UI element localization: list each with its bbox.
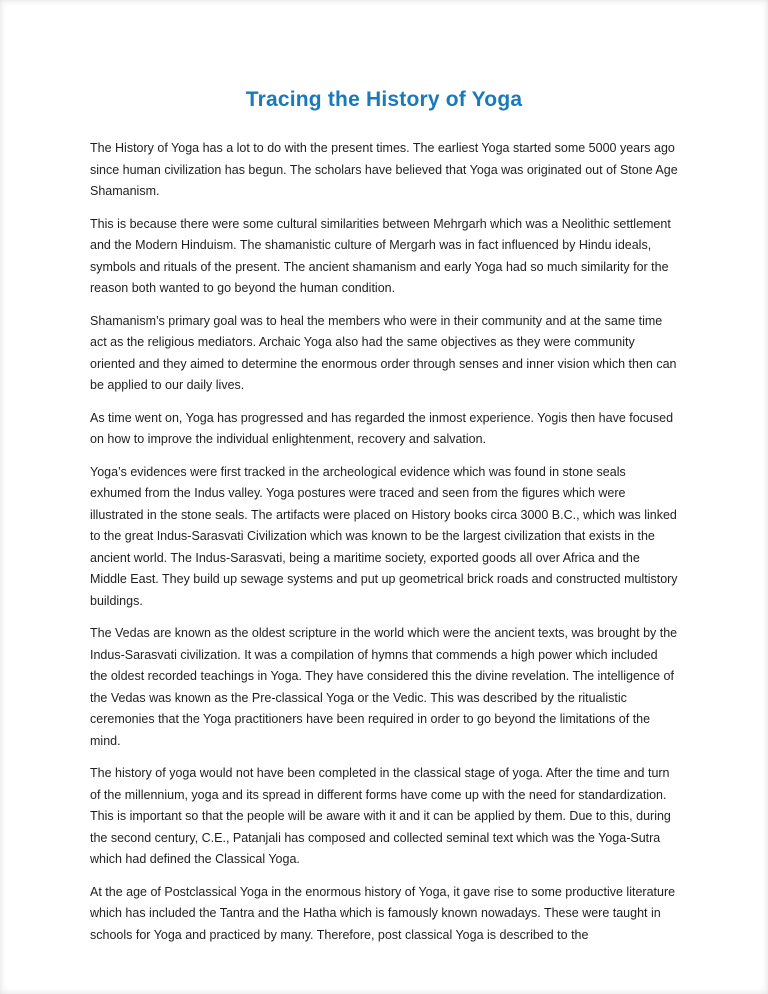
paragraph: The History of Yoga has a lot to do with the present times. The earliest Yoga started some 5000 years ago since human civilization has begun. The scholars have believed that Yoga was originated out of Stone Age Shamanism. [90,141,678,198]
paragraph: At the age of Postclassical Yoga in the enormous history of Yoga, it gave rise to some productive literature which has included the Tantra and the Hatha which is famously known nowadays. These were taught in schools for Yoga and practiced by many. Therefore, post classical Yoga is described to the [90,884,676,942]
page-title: Tracing the History of Yoga [245,88,523,111]
paragraph: Shamanism’s primary goal was to heal the members who were in their community and at the same time act as the religious mediators. Archaic Yoga also had the same objectives as they were community oriented and they aimed to determine the enormous order through senses and inner vision which then can be applied to our daily lives. [90,313,677,392]
paragraph: The history of yoga would not have been completed in the classical stage of yoga. After the time and turn of the millennium, yoga and its spread in different forms have come up with the need for standardization. This is important so that the people will be aware with it and it can be applied by them. Due to this, during the second century, C.E., Patanjali has composed and collected seminal text which was the Yoga-Sutra which had defined the Classical Yoga. [90,766,671,866]
paragraph: This is because there were some cultural similarities between Mehrgarh which was a Neolithic settlement and the Modern Hinduism. The shamanistic culture of Mergarh was in fact influenced by Hindu ideals, symbols and rituals of the present. The ancient shamanism and early Yoga had so much similarity for the reason both wanted to go beyond the human condition. [90,216,671,295]
paragraph: Yoga’s evidences were first tracked in the archeological evidence which was found in stone seals exhumed from the Indus valley. Yoga postures were traced and seen from the figures which were illustrated in the stone seals. The artifacts were placed on History books circa 3000 B.C., which was linked to the great Indus-Sarasvati Civilization which was known to be the largest civilization that exists in the ancient world. The Indus-Sarasvati, being a maritime society, exported goods all over Africa and the Middle East. They build up sewage systems and put up geometrical brick roads and constructed multistory buildings. [90,464,678,608]
paragraph: As time went on, Yoga has progressed and has regarded the inmost experience. Yogis then have focused on how to improve the individual enlightenment, recovery and salvation. [90,410,674,446]
paragraph: The Vedas are known as the oldest scripture in the world which were the ancient texts, was brought by the Indus-Sarasvati civilization. It was a compilation of hymns that commends a high power which included the oldest recorded teachings in Yoga. They have considered this the divine revelation. The intelligence of the Vedas was known as the Pre-classical Yoga or the Vedic. This was described by the ritualistic ceremonies that the Yoga practitioners have been required in order to go beyond the limitations of the mind. [90,626,678,748]
